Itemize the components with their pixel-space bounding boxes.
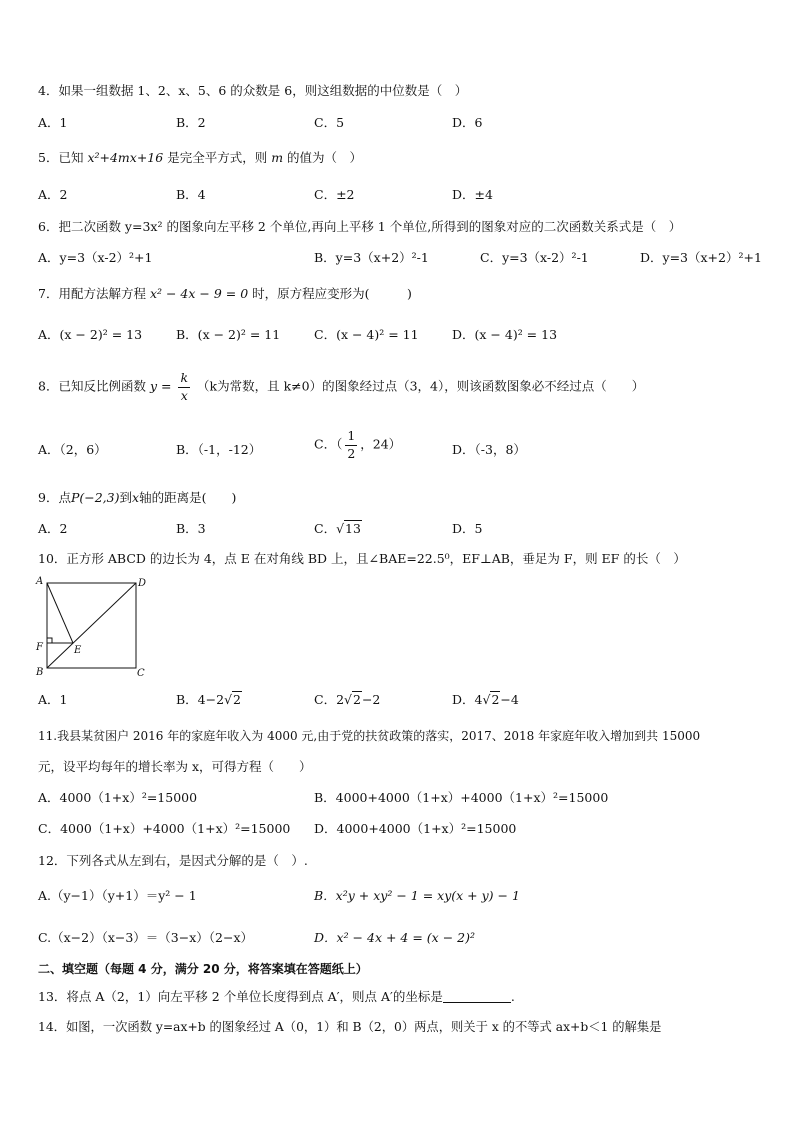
q9-option-c <box>314 523 362 536</box>
sqrt-icon: √ <box>336 521 345 536</box>
q6-option-b: B．y=3（x+2）²-1 <box>314 250 429 265</box>
label-b: B <box>36 667 44 678</box>
sqrt-icon: √ <box>344 692 352 707</box>
q4-option-a: A．1 <box>38 115 68 130</box>
q10-option-d-label: D．4 <box>452 692 483 707</box>
q12-option-c: C.（x−2）（x−3）＝（3−x）（2−x） <box>38 930 253 945</box>
q4-option-c: C．5 <box>314 115 345 130</box>
q8-suffix: （k为常数，且 k≠0）的图象经过点（3，4），则该函数图象必不经过点（ ） <box>197 378 645 394</box>
sqrt-icon: √ <box>224 692 233 707</box>
q8-option-c-denominator: 2 <box>347 445 356 461</box>
q11-option-d: D．4000+4000（1+x）²=15000 <box>314 821 517 836</box>
q8-option-d: D．（-3，8） <box>452 442 526 457</box>
q12-option-d: D．x² − 4x + 4 = (x − 2)² <box>314 930 475 945</box>
label-f: F <box>36 642 43 653</box>
q8-fraction <box>178 372 190 402</box>
q5-option-c: C．±2 <box>314 187 355 202</box>
label-a: A <box>36 576 44 587</box>
q9-option-a: A．2 <box>38 521 68 536</box>
question-6-stem: 6．把二次函数 y=3x² 的图象向左平移 2 个单位,再向上平移 1 个单位,所得到的图象对应的二次函数关系式是（ ） <box>38 219 682 234</box>
q11-option-a: A．4000（1+x）²=15000 <box>38 790 198 805</box>
q8-option-c-fraction <box>345 430 357 460</box>
q9-option-d: D．5 <box>452 521 483 536</box>
q8-option-c-label: C．（ <box>314 436 343 452</box>
q12-option-a: A.（y−1）（y+1）＝y² − 1 <box>38 888 197 903</box>
q5-option-b: B．4 <box>176 187 206 202</box>
q8-lhs: y = <box>149 378 172 394</box>
q7-option-c: C．(x − 4)² = 11 <box>314 327 419 342</box>
q10-option-c <box>314 694 380 707</box>
question-11-stem-line2: 元，设平均每年的增长率为 x，可得方程（ ） <box>38 759 312 774</box>
q8-option-c-numerator: 1 <box>345 430 357 446</box>
q11-option-b: B．4000+4000（1+x）+4000（1+x）²=15000 <box>314 790 609 805</box>
q7-equation: x² − 4x − 9 = 0 <box>149 286 249 301</box>
q8-fraction-denominator: x <box>180 387 188 403</box>
q10-option-c-tail: −2 <box>361 692 381 707</box>
q9-suffix: 轴的距离是( ) <box>139 490 237 505</box>
q13-tail: . <box>510 989 515 1004</box>
q5-suffix: 的值为（ ） <box>287 150 363 165</box>
question-4-stem: 4．如果一组数据 1、2、x、5、6 的众数是 6，则这组数据的中位数是（ ） <box>38 83 468 98</box>
q10-option-d-radicand: 2 <box>491 692 500 707</box>
q5-mid: 是完全平方式，则 <box>167 150 268 165</box>
question-12-stem: 12．下列各式从左到右，是因式分解的是（ ）. <box>38 853 308 868</box>
q4-option-d: D．6 <box>452 115 483 130</box>
q5-expression: x²+4mx+16 <box>87 150 164 165</box>
question-14-stem: 14．如图，一次函数 y=ax+b 的图象经过 A（0，1）和 B（2，0）两点，则关于 x 的不等式 ax+b＜1 的解集是 <box>38 1020 662 1034</box>
label-e: E <box>74 645 82 656</box>
label-c: C <box>137 668 145 679</box>
q8-prefix: 8．已知反比例函数 <box>38 378 146 394</box>
q10-option-a: A．1 <box>38 692 68 707</box>
q13-text: 13．将点 A（2，1）向左平移 2 个单位长度得到点 A′，则点 A′的坐标是 <box>38 989 443 1004</box>
question-7-stem <box>38 288 412 301</box>
question-5-stem <box>38 152 362 165</box>
q10-option-b-label: B．4−2 <box>176 692 225 707</box>
q8-option-c <box>314 430 401 460</box>
q8-option-a: A．（2，6） <box>38 442 107 457</box>
square-abcd-figure <box>34 574 154 680</box>
q9-option-b: B．3 <box>176 521 206 536</box>
q6-option-d: D．y=3（x+2）²+1 <box>640 250 762 265</box>
q13-answer-blank <box>443 990 511 1003</box>
q9-mid: 到 <box>119 490 132 505</box>
q11-option-c: C．4000（1+x）+4000（1+x）²=15000 <box>38 821 291 836</box>
q9-point: P(−2,3) <box>70 490 120 505</box>
q9-prefix: 9．点 <box>38 490 71 505</box>
q5-option-d: D．±4 <box>452 187 493 202</box>
question-9-stem <box>38 492 236 505</box>
question-13-stem <box>38 990 515 1004</box>
q5-variable: m <box>271 150 284 165</box>
label-d: D <box>138 578 147 589</box>
right-angle-marker <box>47 638 52 643</box>
q10-option-d-tail: −4 <box>500 692 519 707</box>
segment-ae <box>47 583 73 643</box>
q4-option-b: B．2 <box>176 115 206 130</box>
q5-prefix: 5．已知 <box>38 150 84 165</box>
section-2-heading: 二、填空题（每题 4 分，满分 20 分，将答案填在答题纸上） <box>38 962 368 976</box>
question-8-stem <box>38 372 644 402</box>
q10-option-b-radicand: 2 <box>233 692 241 707</box>
q9-option-c-label: C． <box>314 521 337 536</box>
q8-option-b: B．（-1，-12） <box>176 442 262 457</box>
q5-option-a: A．2 <box>38 187 68 202</box>
question-11-stem-line1: 11.我县某贫困户 2016 年的家庭年收入为 4000 元,由于党的扶贫政策的落实，2017、2018 年家庭年收入增加到共 15000 <box>38 729 701 743</box>
q6-option-a: A．y=3（x-2）²+1 <box>38 250 153 265</box>
q6-option-c: C．y=3（x-2）²-1 <box>480 250 589 265</box>
q7-option-a: A．(x − 2)² = 13 <box>38 327 143 342</box>
q10-option-d <box>452 694 519 707</box>
q7-option-d: D．(x − 4)² = 13 <box>452 327 558 342</box>
q8-option-c-tail: ，24） <box>360 436 402 452</box>
q9-axis: x <box>132 490 140 505</box>
question-10-stem: 10．正方形 ABCD 的边长为 4，点 E 在对角线 BD 上，且∠BAE=22.5⁰，EF⊥AB，垂足为 F，则 EF 的长（ ） <box>38 551 686 566</box>
diagonal-bd <box>47 583 136 668</box>
q8-fraction-numerator: k <box>178 372 190 388</box>
q10-option-c-radicand: 2 <box>353 692 361 707</box>
q7-option-b: B．(x − 2)² = 11 <box>176 327 281 342</box>
q10-option-b <box>176 694 242 707</box>
sqrt-icon: √ <box>482 692 491 707</box>
q7-prefix: 7．用配方法解方程 <box>38 286 146 301</box>
q12-option-b: B．x²y + xy² − 1 = xy(x + y) − 1 <box>314 888 520 903</box>
q7-suffix: 时，原方程应变形为( ) <box>252 286 412 301</box>
q10-option-c-label: C．2 <box>314 692 345 707</box>
q9-option-c-radicand: 13 <box>345 521 361 536</box>
